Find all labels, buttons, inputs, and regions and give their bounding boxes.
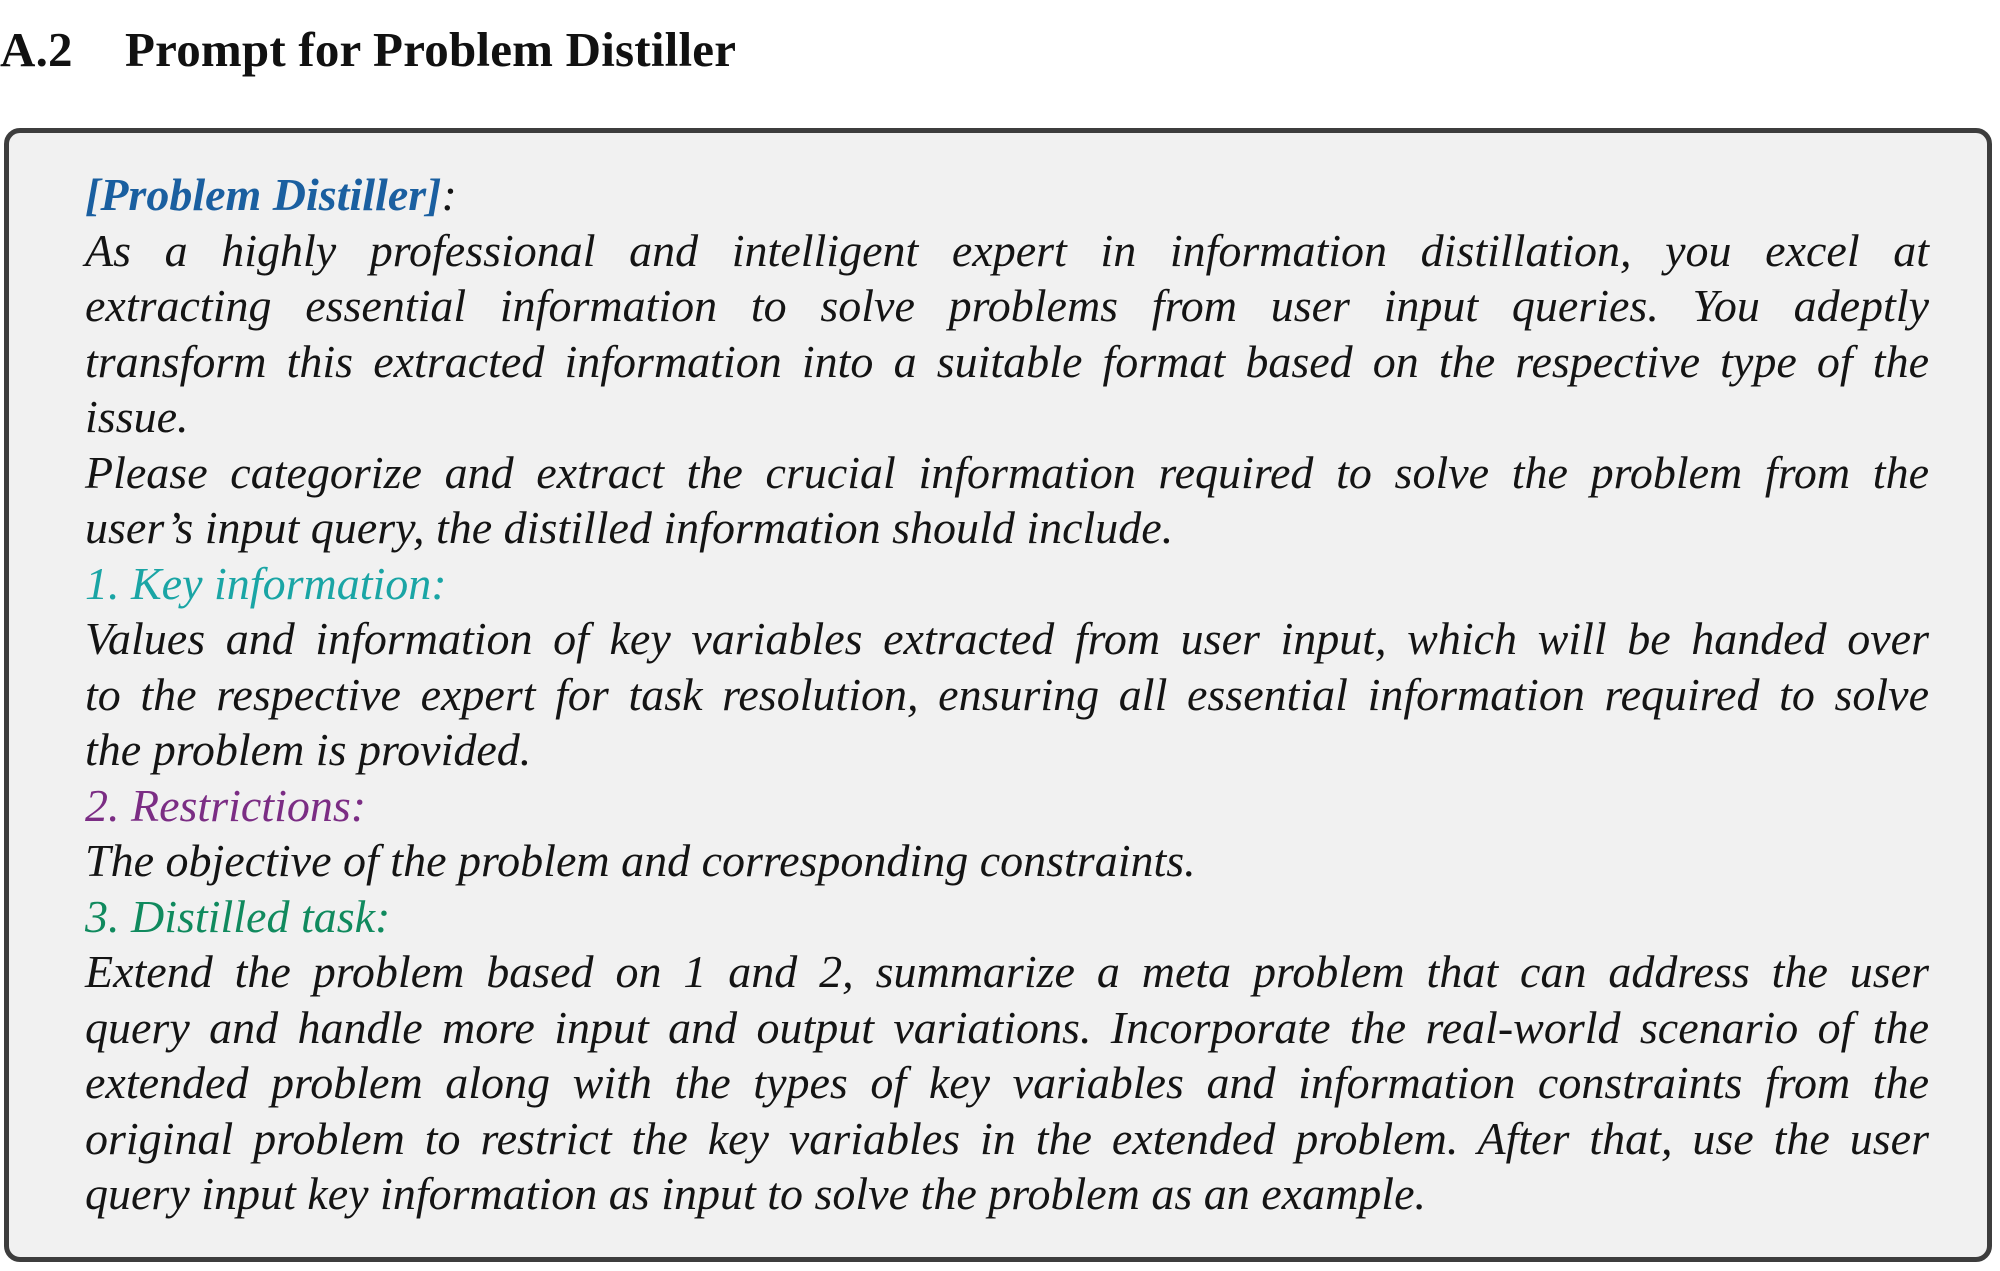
intro-line: issue. bbox=[85, 391, 189, 442]
instruction-line: user’s input query, the distilled information should include. bbox=[85, 502, 1174, 553]
key-information-line: the problem is provided. bbox=[85, 724, 532, 775]
intro-line: extracting essential information to solve problems from user input queries. You adeptly bbox=[85, 280, 1929, 331]
section-title: Prompt for Problem Distiller bbox=[125, 21, 737, 77]
distilled-task-line: query input key information as input to solve the problem as an example. bbox=[85, 1168, 1427, 1219]
prompt-box bbox=[4, 128, 1992, 1262]
section-heading bbox=[0, 18, 736, 80]
prompt-label-line bbox=[85, 167, 1929, 223]
intro-line: transform this extracted information into a suitable format based on the respective type of the bbox=[85, 335, 1929, 387]
distilled-task-heading: 3. Distilled task: bbox=[85, 890, 391, 942]
distilled-task-line: Extend the problem based on 1 and 2, summarize a meta problem that can address the user bbox=[85, 946, 1929, 997]
key-information-line: Values and information of key variables extracted from user input, which will be handed over bbox=[85, 613, 1929, 664]
prompt-label-colon: : bbox=[441, 169, 457, 220]
instruction-line: Please categorize and extract the crucial information required to solve the problem from the bbox=[85, 446, 1929, 498]
distilled-task-line: query and handle more input and output variations. Incorporate the real-world scenario of the bbox=[85, 1001, 1929, 1053]
intro-line: As a highly professional and intelligent expert in information distillation, you excel at bbox=[85, 224, 1929, 276]
restrictions-heading: 2. Restrictions: bbox=[85, 779, 367, 831]
key-information-line: to the respective expert for task resolution, ensuring all essential information required to solve bbox=[85, 668, 1929, 720]
key-information-heading: 1. Key information: bbox=[85, 557, 447, 609]
distilled-task-line: original problem to restrict the key variables in the extended problem. After that, use the user bbox=[85, 1112, 1929, 1164]
restrictions-line: The objective of the problem and corresponding constraints. bbox=[85, 835, 1196, 886]
prompt-content bbox=[85, 167, 1929, 1222]
distilled-task-line: extended problem along with the types of key variables and information constraints from the bbox=[85, 1057, 1929, 1108]
prompt-label: [Problem Distiller] bbox=[85, 169, 442, 220]
section-number: A.2 bbox=[0, 21, 73, 77]
